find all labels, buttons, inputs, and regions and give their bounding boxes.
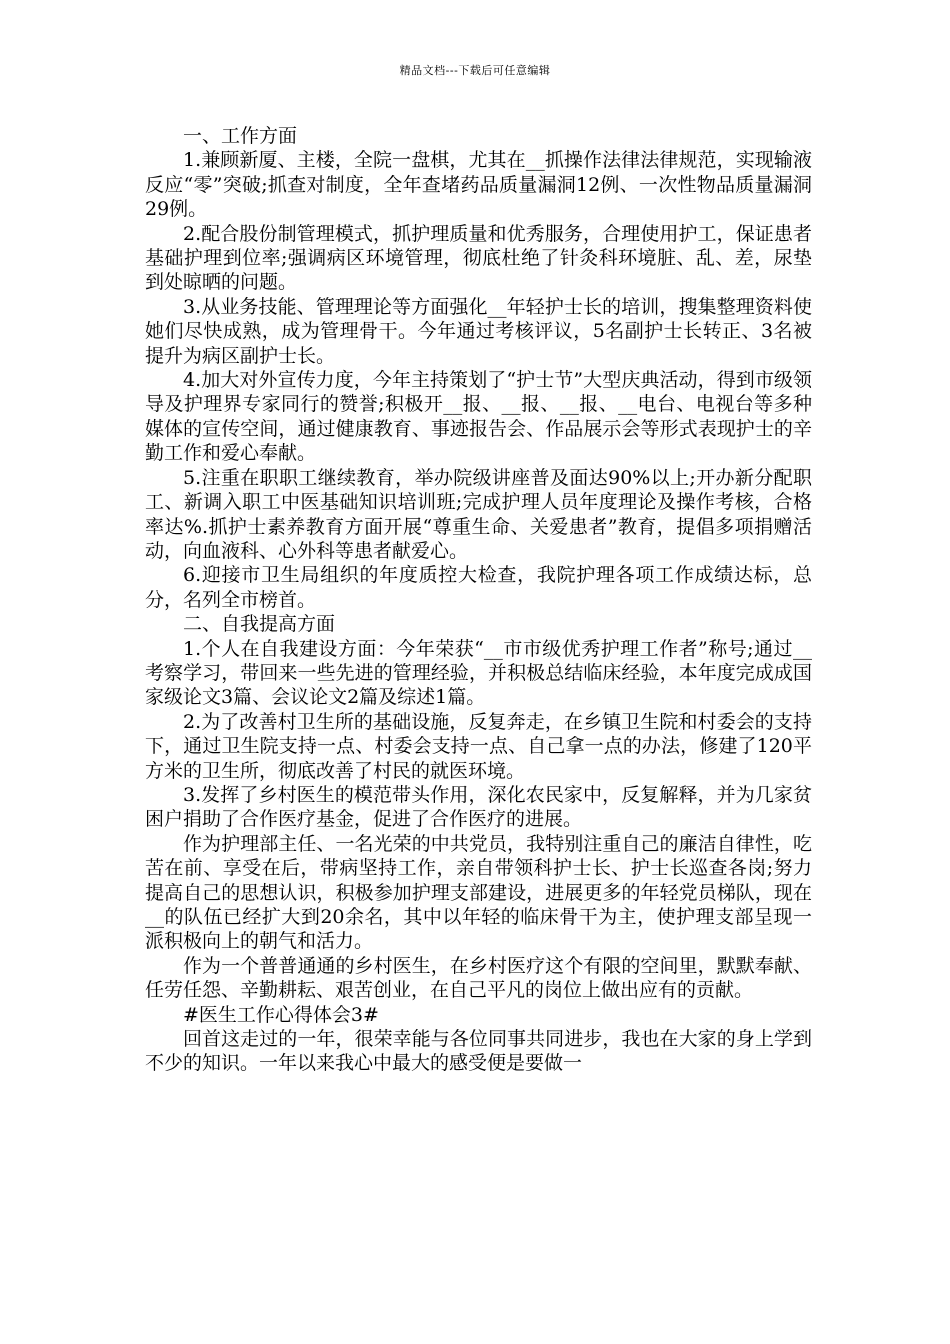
paragraph: 3.发挥了乡村医生的模范带头作用，深化农民家中，反复解释，并为几家贫困户捐助了合作医疗基金，促进了合作医疗的进展。: [145, 783, 812, 831]
paragraph: 1.个人在自我建设方面：今年荣获“__市市级优秀护理工作者”称号;通过__考察学习，带回来一些先进的管理经验，并积极总结临床经验，本年度完成成国家级论文3篇、会议论文2篇及综述1篇。: [145, 637, 812, 709]
paragraph: 5.注重在职职工继续教育，举办院级讲座普及面达90%以上;开办新分配职工、新调入职工中医基础知识培训班;完成护理人员年度理论及操作考核，合格率达%.抓护士素养教育方面开展“尊重生命、关爱患者”教育，提倡多项捐赠活动，向血液科、心外科等患者献爱心。: [145, 466, 812, 562]
paragraph: 2.为了改善村卫生所的基础设施，反复奔走，在乡镇卫生院和村委会的支持下，通过卫生院支持一点、村委会支持一点、自己拿一点的办法，修建了120平方米的卫生所，彻底改善了村民的就医环境。: [145, 710, 812, 782]
paragraph: 3.从业务技能、管理理论等方面强化__年轻护士长的培训，搜集整理资料使她们尽快成熟，成为管理骨干。今年通过考核评议，5名副护士长转正、3名被提升为病区副护士长。: [145, 295, 812, 367]
document-body: [145, 124, 812, 1076]
paragraph: 2.配合股份制管理模式，抓护理质量和优秀服务，合理使用护工，保证患者基础护理到位率;强调病区环境管理，彻底杜绝了针灸科环境脏、乱、差，尿垫到处晾晒的问题。: [145, 222, 812, 294]
section-heading-work: 一、工作方面: [183, 125, 298, 147]
paragraph: 作为护理部主任、一名光荣的中共党员，我特别注重自己的廉洁自律性，吃苦在前、享受在后，带病坚持工作，亲自带领科护士长、护士长巡查各岗;努力提高自己的思想认识，积极参加护理支部建设，进展更多的年轻党员梯队，现在__的队伍已经扩大到20余名，其中以年轻的临床骨干为主，使护理支部呈现一派积极向上的朝气和活力。: [145, 832, 812, 953]
paragraph: 作为一个普普通通的乡村医生，在乡村医疗这个有限的空间里，默默奉献、任劳任怨、辛勤耕耘、艰苦创业，在自己平凡的岗位上做出应有的贡献。: [145, 954, 812, 1002]
section-heading-experience-3: #医生工作心得体会3#: [183, 1003, 379, 1026]
section-heading-self-improvement: 二、自我提高方面: [183, 613, 336, 636]
paragraph: 4.加大对外宣传力度，今年主持策划了“护士节”大型庆典活动，得到市级领导及护理界专家同行的赞誉;积极开__报、__报、__报、__电台、电视台等多种媒体的宣传空间，通过健康教育、事迹报告会、作品展示会等形式表现护士的辛勤工作和爱心奉献。: [145, 369, 812, 465]
paragraph: 1.兼顾新厦、主楼，全院一盘棋，尤其在__抓操作法律法律规范，实现输液反应“零”突破;抓查对制度，全年查堵药品质量漏洞12例、一次性物品质量漏洞29例。: [145, 149, 812, 221]
paragraph: 6.迎接市卫生局组织的年度质控大检查，我院护理各项工作成绩达标，总分，名列全市榜首。: [145, 564, 812, 611]
paragraph: 回首这走过的一年，很荣幸能与各位同事共同进步，我也在大家的身上学到不少的知识。一年以来我心中最大的感受便是要做一: [145, 1028, 812, 1075]
page-header: 精品文档---下载后可任意编辑: [399, 64, 551, 77]
